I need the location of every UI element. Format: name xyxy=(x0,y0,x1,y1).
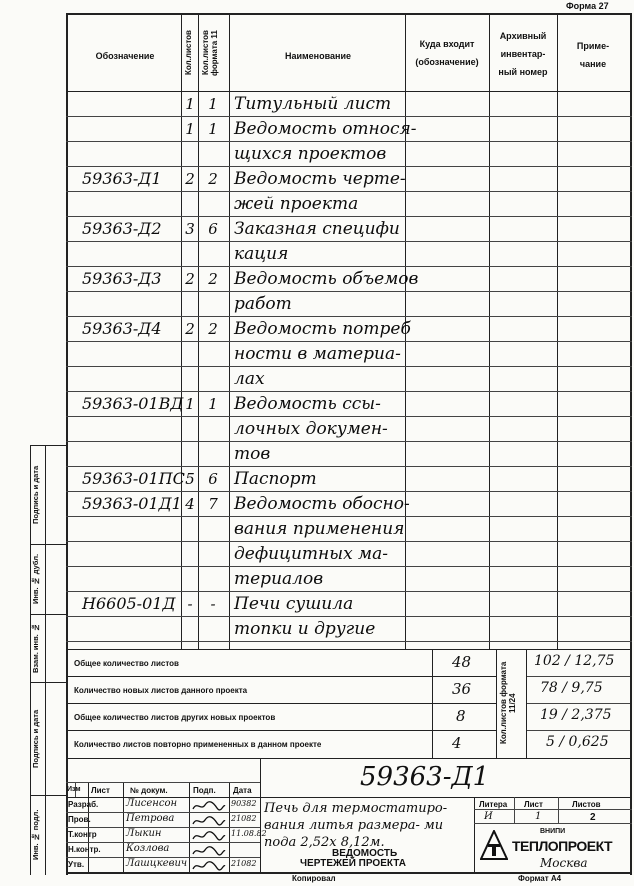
row-line xyxy=(66,241,632,242)
row-name: лах xyxy=(234,369,265,389)
totals-top-line xyxy=(66,649,632,650)
row-count: 1 xyxy=(185,95,195,113)
side-sep-1 xyxy=(30,445,66,446)
tb-row-3 xyxy=(66,827,260,828)
total-a4-1: 78 / 9,75 xyxy=(540,680,603,696)
tb-person-name: Козлова xyxy=(126,843,170,854)
row-name: Печи сушила xyxy=(234,594,354,614)
row-name: лочных докумен- xyxy=(234,419,388,439)
tb-col-docno: № докум. xyxy=(130,786,168,795)
footer-format: Формат А4 xyxy=(518,874,562,883)
row-line xyxy=(66,216,632,217)
row-designation: 59363-01ВД xyxy=(82,394,184,413)
tb-person-date: 90382 xyxy=(231,799,257,808)
row-format: 2 xyxy=(208,320,218,338)
row-line xyxy=(66,616,632,617)
col-line-6 xyxy=(557,13,558,649)
tb-lit-col-2 xyxy=(558,797,559,823)
row-name: кация xyxy=(234,244,289,264)
row-name: Ведомость черте- xyxy=(234,169,406,189)
header-designation: Обозначение xyxy=(95,51,155,61)
row-line xyxy=(66,591,632,592)
totals-a4-line-2 xyxy=(526,703,630,704)
header-where-1: Куда входит xyxy=(419,39,475,49)
row-count: 2 xyxy=(185,170,195,188)
litera-value: И xyxy=(484,811,493,822)
row-count: 2 xyxy=(185,270,195,288)
row-designation: 59363-01Д1 xyxy=(82,494,182,513)
tb-row-0 xyxy=(66,782,260,783)
org-small: ВНИПИ xyxy=(540,828,566,835)
side-stamp-2: Взам. инв. № xyxy=(31,623,40,673)
row-name: Заказная специфи xyxy=(234,219,400,239)
col-line-5 xyxy=(489,13,490,649)
side-sep-2 xyxy=(30,544,66,545)
row-format: 6 xyxy=(208,470,218,488)
tb-col-list: Лист xyxy=(91,786,110,795)
tb-col-6 xyxy=(260,758,261,872)
side-line-b xyxy=(45,445,46,875)
frame-top xyxy=(66,13,632,15)
tb-person-date: 21082 xyxy=(231,814,257,823)
total-a4-0: 102 / 12,75 xyxy=(534,653,615,669)
tb-col-date: Дата xyxy=(233,786,252,795)
header-archive-2: инвентар- xyxy=(500,49,546,59)
row-count: 3 xyxy=(185,220,195,238)
tb-person-date: 11.08.82 xyxy=(231,829,267,838)
row-count: 5 xyxy=(185,470,195,488)
side-sep-3 xyxy=(30,614,66,615)
col-line-3 xyxy=(229,13,230,649)
row-format: 7 xyxy=(208,495,218,513)
total-a4-2: 19 / 2,375 xyxy=(540,707,612,723)
header-note-1: Приме- xyxy=(576,41,610,51)
doc-description: Печь для термостатиро- вания литья размера- ми пода 2,52х 8,12м. xyxy=(264,801,448,850)
form-label: Форма 27 xyxy=(566,1,609,11)
teploproekt-logo-icon xyxy=(480,830,508,860)
doc-title-1: ВЕДОМОСТЬ xyxy=(332,848,398,859)
totals-col-2 xyxy=(496,649,497,758)
header-sheets-count: Кол.листов xyxy=(184,30,193,76)
row-format: 1 xyxy=(208,395,218,413)
tb-lit-line-2 xyxy=(474,823,632,824)
tb-role: Т.контр xyxy=(68,830,97,839)
side-stamp-4: Инв. № подл. xyxy=(31,809,40,861)
row-line xyxy=(66,316,632,317)
tb-person-name: Лыкин xyxy=(126,828,162,839)
row-line xyxy=(66,116,632,117)
row-line xyxy=(66,466,632,467)
total-label-1: Количество новых листов данного проекта xyxy=(74,686,248,695)
frame-left xyxy=(66,13,68,875)
row-count: - xyxy=(187,595,193,613)
tb-role: Пров. xyxy=(68,815,91,824)
tb-role: Утв. xyxy=(68,860,85,869)
tb-code-line xyxy=(260,797,632,798)
tb-role: Разраб. xyxy=(68,800,99,809)
header-note-2: чание xyxy=(579,59,607,69)
row-count: 1 xyxy=(185,120,195,138)
total-label-3: Количество листов повторно примененных в данном проекте xyxy=(74,740,322,749)
row-designation: Н6605-01Д xyxy=(82,594,176,613)
row-name: Паспорт xyxy=(234,469,317,489)
row-line xyxy=(66,516,632,517)
row-line xyxy=(66,441,632,442)
side-stamp-1: Инв. № дубл. xyxy=(31,553,40,605)
frame-right xyxy=(630,13,632,875)
row-line xyxy=(66,366,632,367)
header-name: Наименование xyxy=(284,51,352,61)
totals-col-1 xyxy=(432,649,433,758)
row-name: Титульный лист xyxy=(234,94,392,114)
row-format: - xyxy=(210,595,216,613)
sheets-label: Листов xyxy=(572,800,601,809)
side-sep-4 xyxy=(30,682,66,683)
total-value-3: 4 xyxy=(452,734,462,752)
row-format: 2 xyxy=(208,170,218,188)
row-line xyxy=(66,191,632,192)
tb-lit-col-1 xyxy=(514,797,515,823)
row-format: 6 xyxy=(208,220,218,238)
row-name: Ведомость относя- xyxy=(234,119,417,139)
row-format: 1 xyxy=(208,95,218,113)
signature-scribble-icon xyxy=(191,859,227,877)
tb-col-izm: Изм xyxy=(67,786,81,793)
side-sep-5 xyxy=(30,795,66,796)
row-line xyxy=(66,391,632,392)
total-label-0: Общее количество листов xyxy=(74,659,179,668)
totals-a4-line-1 xyxy=(526,676,630,677)
row-name: вания применения xyxy=(234,519,405,539)
row-name: Ведомость объемов xyxy=(234,269,419,289)
header-archive-1: Архивный xyxy=(499,31,547,41)
org-name: ТЕПЛОПРОЕКТ xyxy=(512,838,613,854)
totals-bottom-line xyxy=(66,758,632,759)
totals-a4-line-3 xyxy=(526,730,630,731)
totals-col-3 xyxy=(526,649,527,758)
row-line xyxy=(66,416,632,417)
total-value-0: 48 xyxy=(452,653,472,671)
row-count: 4 xyxy=(185,495,195,513)
tb-person-name: Лисенсон xyxy=(126,798,178,809)
row-name: Ведомость обосно- xyxy=(234,494,410,514)
row-designation: 59363-Д1 xyxy=(82,169,162,188)
row-line xyxy=(66,291,632,292)
tb-col-sign: Подп. xyxy=(193,786,216,795)
row-line xyxy=(66,566,632,567)
row-line xyxy=(66,641,632,642)
row-format: 1 xyxy=(208,120,218,138)
total-a4-3: 5 / 0,625 xyxy=(546,734,609,750)
sheet-label: Лист xyxy=(524,800,543,809)
tb-person-name: Лашцкевич xyxy=(126,858,188,869)
row-designation: 59363-01ПС xyxy=(82,469,185,488)
doc-title-2: ЧЕРТЕЖЕЙ ПРОЕКТА xyxy=(300,858,406,869)
total-value-2: 8 xyxy=(456,707,466,725)
row-format: 2 xyxy=(208,270,218,288)
doc-code: 59363-Д1 xyxy=(360,762,490,792)
side-stamp-3: Подпись и дата xyxy=(31,709,40,768)
tb-person-date: 21082 xyxy=(231,859,257,868)
org-city: Москва xyxy=(540,856,588,870)
row-count: 1 xyxy=(185,395,195,413)
row-name: щихся проектов xyxy=(234,144,387,164)
header-archive-3: ный номер xyxy=(498,67,548,77)
row-line xyxy=(66,541,632,542)
tb-role: Н.контр. xyxy=(68,845,101,854)
row-designation: 59363-Д2 xyxy=(82,219,162,238)
row-line xyxy=(66,166,632,167)
row-designation: 59363-Д4 xyxy=(82,319,162,338)
row-name: топки и другие xyxy=(234,619,376,639)
row-line xyxy=(66,491,632,492)
row-line xyxy=(66,266,632,267)
row-line xyxy=(66,341,632,342)
total-label-2: Общее количество листов других новых проектов xyxy=(74,713,276,722)
total-value-1: 36 xyxy=(452,680,472,698)
row-designation: 59363-Д3 xyxy=(82,269,162,288)
footer-copied: Копировал xyxy=(292,874,336,883)
row-name: тов xyxy=(234,444,271,464)
row-name: дефицитных ма- xyxy=(234,544,389,564)
row-name: работ xyxy=(234,294,292,314)
side-stamp-0: Подпись и дата xyxy=(31,465,40,525)
sheet-value: 1 xyxy=(535,811,542,822)
tb-lit-line-1 xyxy=(474,809,632,810)
totals-side-label: Кол.листов формата 11/24 xyxy=(499,661,517,745)
litera-label: Литера xyxy=(479,800,508,809)
tb-person-name: Петрова xyxy=(126,813,175,824)
row-name: Ведомость потреб xyxy=(234,319,411,339)
row-line xyxy=(66,141,632,142)
row-name: ности в материа- xyxy=(234,344,401,364)
row-name: Ведомость ссы- xyxy=(234,394,381,414)
sheets-value: 2 xyxy=(590,812,596,823)
header-bottom-line xyxy=(66,91,632,92)
header-where-2: (обозначение) xyxy=(415,57,479,67)
header-sheets-a4: Кол.листов формата 11 xyxy=(201,30,219,76)
row-name: териалов xyxy=(234,569,324,589)
row-count: 2 xyxy=(185,320,195,338)
row-name: жей проекта xyxy=(234,194,359,214)
